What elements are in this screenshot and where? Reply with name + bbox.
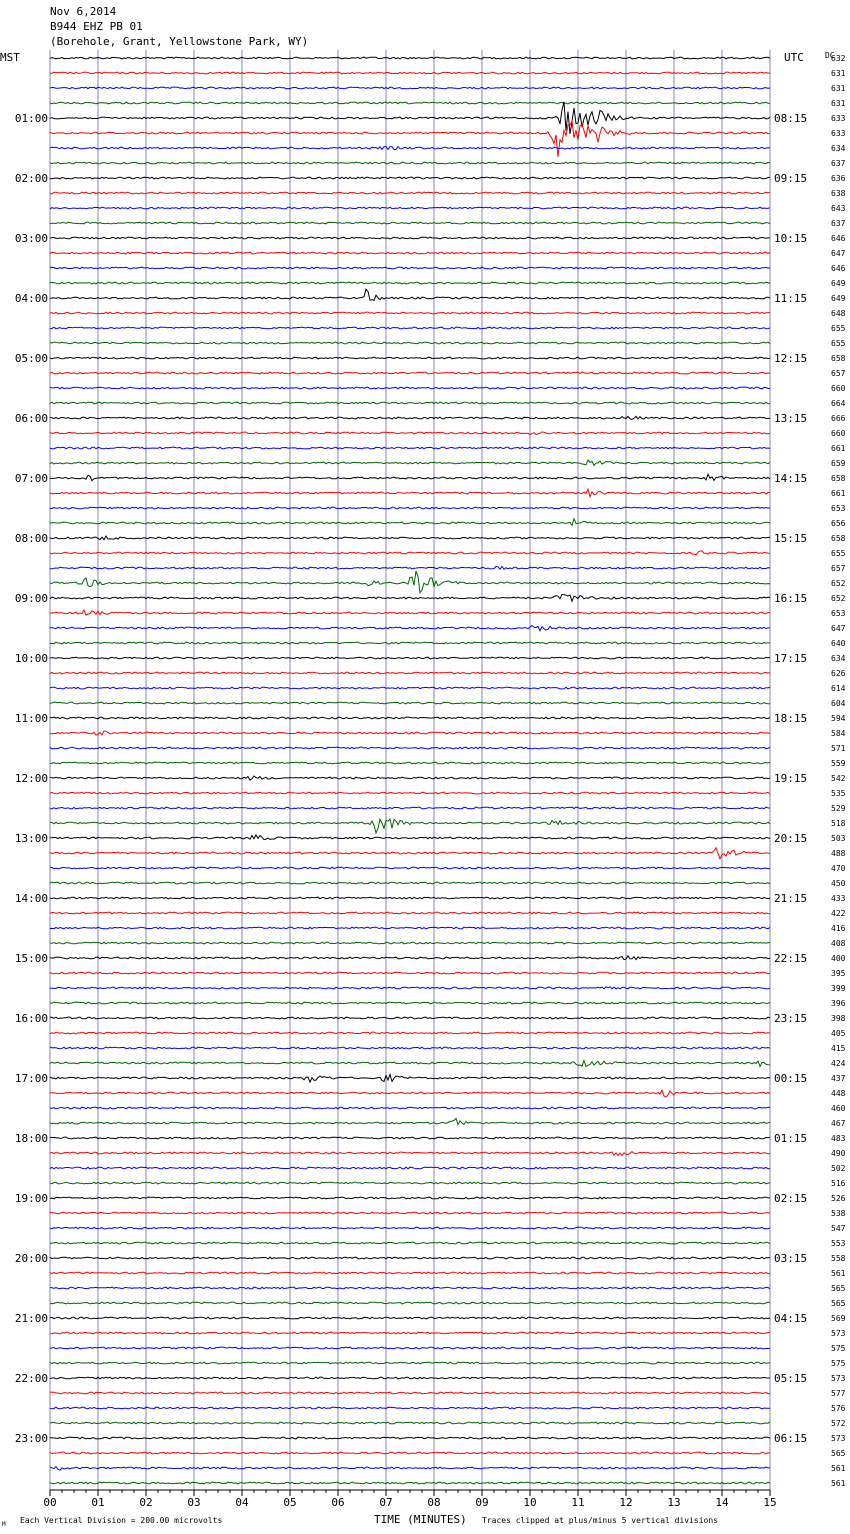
plot-date: Nov 6,2014 [50,5,117,18]
x-tick-label: 07 [379,1496,393,1509]
trace-line [50,819,770,833]
x-tick-label: 08 [427,1496,441,1509]
x-tick-label: 14 [715,1496,729,1509]
dc-offset-label: 614 [831,684,846,693]
trace-line [50,207,770,209]
dc-offset-label: 422 [831,909,846,918]
trace-line [50,121,770,157]
trace-line [50,610,770,615]
trace-line [50,956,770,960]
utc-hour-label: 22:15 [774,952,808,965]
utc-hour-label: 10:15 [774,232,808,245]
trace-line [50,1167,770,1169]
trace-line [50,1332,770,1334]
dc-offset-label: 526 [831,1194,846,1203]
dc-offset-label: 575 [831,1359,846,1368]
trace-line [50,731,770,735]
station-location: (Borehole, Grant, Yellowstone Park, WY) [50,35,309,48]
mst-hour-label: 03:00 [14,232,48,245]
dc-offset-label: 626 [831,669,846,678]
dc-offset-label: 565 [831,1299,846,1308]
trace-line [50,1047,770,1049]
dc-offset-label: 661 [831,489,846,498]
trace-line [50,1467,770,1471]
dc-offset-label: 655 [831,549,846,558]
trace-line [50,717,770,719]
dc-offset-label: 575 [831,1344,846,1353]
dc-offset-label: 647 [831,249,846,258]
trace-line [50,1317,770,1319]
x-tick-label: 05 [283,1496,297,1509]
dc-offset-label: 437 [831,1074,846,1083]
trace-line [50,848,770,859]
dc-offset-label: 573 [831,1434,846,1443]
mst-hour-label: 21:00 [14,1312,48,1325]
trace-line [50,642,770,644]
dc-offset-label: 569 [831,1314,846,1323]
x-tick-labels [43,1496,776,1509]
trace-line [50,402,770,404]
trace-line [50,102,770,134]
utc-hour-labels [774,112,807,1445]
mst-hour-label: 23:00 [14,1432,48,1445]
mst-hour-label: 08:00 [14,532,48,545]
dc-offset-label: 658 [831,474,846,483]
dc-offset-label: 572 [831,1419,846,1428]
dc-offset-label: 573 [831,1329,846,1338]
utc-hour-label: 17:15 [774,652,808,665]
trace-line [50,147,770,150]
trace-line [50,867,770,869]
trace-line [50,1422,770,1424]
dc-offset-label: 416 [831,924,846,933]
dc-offset-label: 433 [831,894,846,903]
mst-hour-label: 05:00 [14,352,48,365]
dc-offset-label: 634 [831,654,846,663]
trace-line [50,1118,770,1124]
trace-line [50,357,770,359]
dc-offset-label: 660 [831,384,846,393]
trace-line [50,57,770,59]
x-tick-label: 06 [331,1496,345,1509]
dc-offset-label: 632 [831,54,846,63]
x-axis-label: TIME (MINUTES) [374,1513,467,1526]
dc-offset-label: 577 [831,1389,846,1398]
dc-offset-label: 395 [831,969,846,978]
dc-offset-label: 584 [831,729,846,738]
trace-line [50,342,770,344]
trace-line [50,1152,770,1156]
trace-line [50,687,770,689]
mst-hour-label: 14:00 [14,892,48,905]
utc-hour-label: 09:15 [774,172,808,185]
utc-hour-label: 21:15 [774,892,808,905]
dc-offset-label: 594 [831,714,846,723]
dc-offset-label: 649 [831,294,846,303]
dc-offset-label: 658 [831,534,846,543]
trace-line [50,72,770,74]
trace-line [50,536,770,540]
trace-line [50,460,770,466]
trace-line [50,1212,770,1214]
mst-hour-label: 06:00 [14,412,48,425]
trace-line [50,416,770,419]
dc-offset-label: 646 [831,234,846,243]
trace-line [50,807,770,809]
utc-hour-label: 23:15 [774,1012,808,1025]
dc-offset-label: 666 [831,414,846,423]
x-tick-label: 03 [187,1496,201,1509]
dc-offset-label: 424 [831,1059,846,1068]
dc-offset-label: 633 [831,129,846,138]
dc-offset-label: 653 [831,609,846,618]
mst-hour-label: 09:00 [14,592,48,605]
trace-line [50,942,770,944]
dc-offset-label: 558 [831,1254,846,1263]
mst-hour-labels [15,112,48,1445]
dc-offset-label: 415 [831,1044,846,1053]
dc-offset-label: 529 [831,804,846,813]
x-tick-label: 02 [139,1496,153,1509]
dc-offset-label: 561 [831,1269,846,1278]
trace-line [50,762,770,764]
dc-offset-label: 636 [831,174,846,183]
dc-offset-label: 483 [831,1134,846,1143]
x-tick-label: 12 [619,1496,633,1509]
mst-hour-label: 01:00 [14,112,48,125]
dc-offset-label: 664 [831,399,846,408]
trace-line [50,162,770,164]
mst-hour-label: 13:00 [14,832,48,845]
trace-line [50,835,770,840]
dc-offset-label: 638 [831,189,846,198]
dc-offset-label: 655 [831,339,846,348]
trace-line [50,1347,770,1349]
seismic-traces [50,57,770,1484]
dc-offset-label: 637 [831,219,846,228]
mst-hour-label: 15:00 [14,952,48,965]
dc-offset-label: 450 [831,879,846,888]
trace-line [50,1407,770,1409]
x-tick-label: 09 [475,1496,489,1509]
dc-offset-label: 660 [831,429,846,438]
trace-line [50,551,770,555]
x-tick-label: 15 [763,1496,777,1509]
trace-line [50,792,770,794]
trace-line [50,447,770,449]
dc-offset-label: 467 [831,1119,846,1128]
station-code: B944 EHZ PB 01 [50,20,143,33]
trace-line [50,1197,770,1199]
x-tick-label: 00 [43,1496,57,1509]
trace-line [50,1061,770,1067]
trace-line [50,222,770,224]
dc-offset-label: 646 [831,264,846,273]
utc-label: UTC [784,51,804,64]
trace-line [50,1287,770,1289]
trace-line [50,252,770,254]
trace-line [50,267,770,269]
trace-line [50,566,770,569]
trace-line [50,882,770,884]
mst-hour-label: 16:00 [14,1012,48,1025]
trace-line [50,1090,770,1097]
dc-offset-label: 408 [831,939,846,948]
dc-offset-label: 573 [831,1374,846,1383]
utc-hour-label: 15:15 [774,532,808,545]
utc-hour-label: 05:15 [774,1372,808,1385]
dc-offset-label: 535 [831,789,846,798]
trace-line [50,912,770,914]
dc-offset-label: 637 [831,159,846,168]
trace-line [50,1182,770,1184]
dc-offset-label: 547 [831,1224,846,1233]
trace-line [50,102,770,104]
trace-line [50,1482,770,1484]
trace-line [50,776,770,780]
utc-hour-label: 14:15 [774,472,808,485]
mst-hour-label: 17:00 [14,1072,48,1085]
trace-line [50,987,770,989]
dc-offset-label: 396 [831,999,846,1008]
trace-line [50,372,770,374]
trace-line [50,1302,770,1304]
trace-line [50,1452,770,1454]
trace-line [50,1242,770,1244]
clip-note: Traces clipped at plus/minus 5 vertical divisions [482,1516,719,1525]
dc-offset-label: 561 [831,1464,846,1473]
dc-offset-label: 661 [831,444,846,453]
dc-offset-label: 631 [831,99,846,108]
dc-label: DC [825,51,835,60]
utc-hour-label: 00:15 [774,1072,808,1085]
utc-hour-label: 04:15 [774,1312,808,1325]
trace-line [50,519,770,526]
utc-hour-label: 03:15 [774,1252,808,1265]
utc-hour-label: 08:15 [774,112,808,125]
dc-offset-label: 653 [831,504,846,513]
dc-offset-label: 448 [831,1089,846,1098]
dc-offset-label: 631 [831,69,846,78]
mst-hour-label: 07:00 [14,472,48,485]
trace-line [50,387,770,389]
dc-offset-label: 399 [831,984,846,993]
corner-mark: M [2,1521,6,1528]
x-tick-label: 01 [91,1496,105,1509]
trace-line [50,289,770,300]
mst-hour-label: 10:00 [14,652,48,665]
dc-offset-label: 640 [831,639,846,648]
dc-offset-label: 658 [831,354,846,363]
trace-line [50,747,770,749]
dc-offset-labels [831,54,846,1488]
trace-line [50,1377,770,1379]
dc-offset-label: 559 [831,759,846,768]
trace-line [50,1392,770,1394]
dc-offset-label: 565 [831,1284,846,1293]
dc-offset-label: 553 [831,1239,846,1248]
dc-offset-label: 649 [831,279,846,288]
trace-line [50,672,770,674]
trace-line [50,1362,770,1364]
dc-offset-label: 405 [831,1029,846,1038]
x-tick-label: 04 [235,1496,249,1509]
mst-hour-label: 04:00 [14,292,48,305]
trace-line [50,927,770,929]
scale-note: Each Vertical Division = 200.00 microvolts [20,1516,223,1525]
trace-line [50,312,770,314]
mst-hour-label: 12:00 [14,772,48,785]
dc-offset-label: 503 [831,834,846,843]
trace-line [50,897,770,899]
mst-label: MST [0,51,20,64]
dc-offset-label: 490 [831,1149,846,1158]
trace-line [50,489,770,497]
mst-hour-label: 22:00 [14,1372,48,1385]
trace-line [50,177,770,179]
trace-line [50,432,770,435]
trace-line [50,1137,770,1139]
dc-offset-label: 634 [831,144,846,153]
trace-line [50,1017,770,1019]
x-tick-label: 13 [667,1496,681,1509]
trace-line [50,657,770,659]
mst-hour-label: 02:00 [14,172,48,185]
trace-line [50,626,770,631]
utc-hour-label: 18:15 [774,712,808,725]
dc-offset-label: 516 [831,1179,846,1188]
trace-line [50,474,770,480]
dc-offset-label: 652 [831,594,846,603]
dc-offset-label: 398 [831,1014,846,1023]
trace-line [50,1227,770,1229]
dc-offset-label: 542 [831,774,846,783]
trace-line [50,1437,770,1439]
trace-line [50,594,770,601]
trace-line [50,1002,770,1004]
utc-hour-label: 13:15 [774,412,808,425]
dc-offset-label: 657 [831,369,846,378]
trace-line [50,327,770,329]
utc-hour-label: 19:15 [774,772,808,785]
x-tick-label: 10 [523,1496,537,1509]
dc-offset-label: 648 [831,309,846,318]
dc-offset-label: 460 [831,1104,846,1113]
utc-hour-label: 20:15 [774,832,808,845]
trace-line [50,1107,770,1109]
trace-line [50,87,770,89]
dc-offset-label: 488 [831,849,846,858]
trace-line [50,507,770,509]
dc-offset-label: 631 [831,84,846,93]
mst-hour-label: 11:00 [14,712,48,725]
x-tick-label: 11 [571,1496,585,1509]
trace-line [50,192,770,194]
mst-hour-label: 20:00 [14,1252,48,1265]
trace-line [50,1074,770,1082]
trace-line [50,702,770,704]
trace-line [50,1032,770,1034]
dc-offset-label: 647 [831,624,846,633]
dc-offset-label: 571 [831,744,846,753]
dc-offset-label: 652 [831,579,846,588]
dc-offset-label: 655 [831,324,846,333]
dc-offset-label: 470 [831,864,846,873]
dc-offset-label: 576 [831,1404,846,1413]
dc-offset-label: 659 [831,459,846,468]
utc-hour-label: 11:15 [774,292,808,305]
trace-line [50,972,770,974]
trace-line [50,571,770,593]
utc-hour-label: 02:15 [774,1192,808,1205]
dc-offset-label: 657 [831,564,846,573]
dc-offset-label: 633 [831,114,846,123]
utc-hour-label: 16:15 [774,592,808,605]
dc-offset-label: 538 [831,1209,846,1218]
dc-offset-label: 643 [831,204,846,213]
trace-line [50,1257,770,1259]
dc-offset-label: 604 [831,699,846,708]
trace-line [50,1272,770,1274]
utc-hour-label: 12:15 [774,352,808,365]
utc-hour-label: 06:15 [774,1432,808,1445]
dc-offset-label: 518 [831,819,846,828]
dc-offset-label: 565 [831,1449,846,1458]
trace-line [50,282,770,284]
dc-offset-label: 502 [831,1164,846,1173]
mst-hour-label: 18:00 [14,1132,48,1145]
dc-offset-label: 656 [831,519,846,528]
mst-hour-label: 19:00 [14,1192,48,1205]
trace-line [50,237,770,239]
dc-offset-label: 561 [831,1479,846,1488]
dc-offset-label: 400 [831,954,846,963]
utc-hour-label: 01:15 [774,1132,808,1145]
